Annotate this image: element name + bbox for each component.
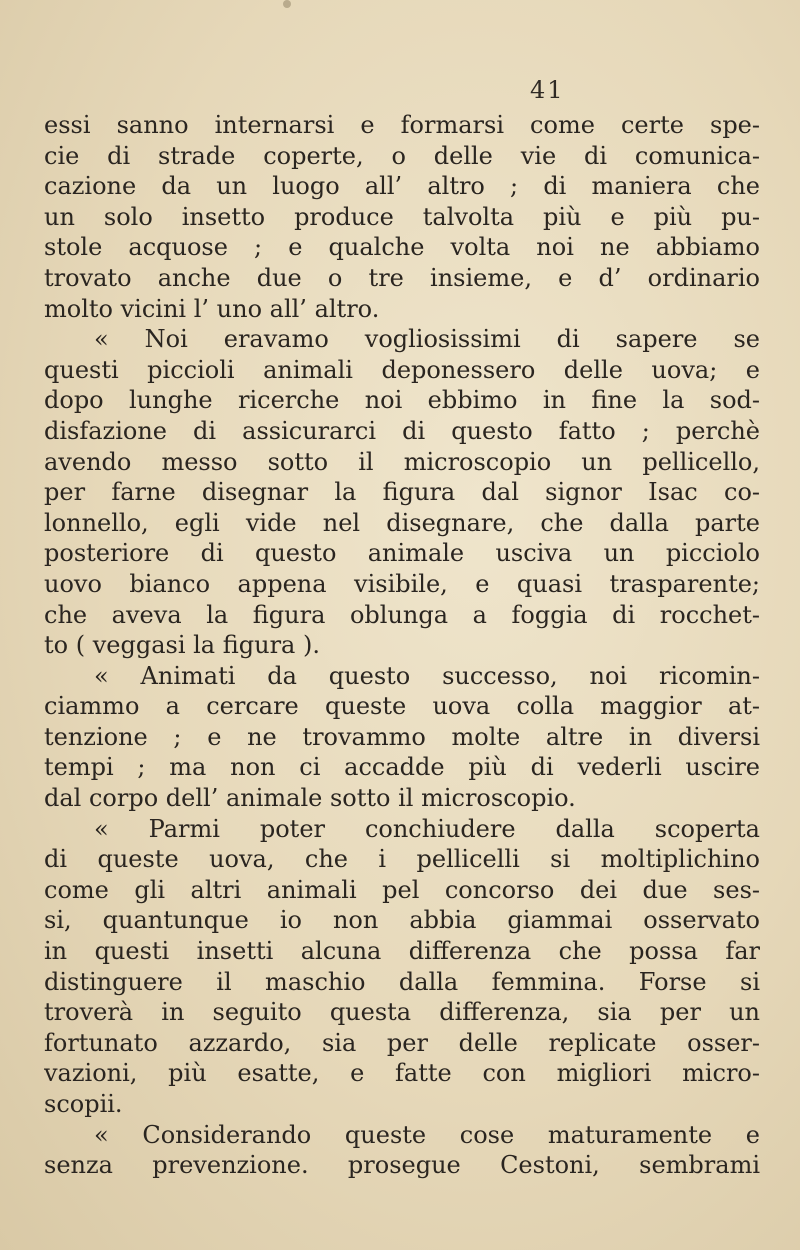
text-line: fortunato azzardo, sia per delle replicate osser- — [44, 1028, 760, 1057]
text-line: per farne disegnar la figura dal signor Isac co- — [44, 478, 760, 507]
text-line: essi sanno internarsi e formarsi come certe spe- — [44, 111, 760, 139]
paper-speck — [283, 0, 291, 8]
text-line: to ( veggasi la figura ). — [44, 631, 320, 660]
text-line: « Considerando queste cose maturamente e — [94, 1120, 760, 1149]
text-line: questi piccioli animali deponessero delle uova; e — [44, 355, 760, 384]
text-line: distinguere il maschio dalla femmina. Forse si — [44, 967, 760, 996]
page-number: 41 — [530, 76, 565, 104]
text-line: cazione da un luogo all’ altro ; di maniera che — [44, 172, 760, 201]
text-line: « Noi eravamo vogliosissimi di sapere se — [94, 325, 760, 354]
text-line: cie di strade coperte, o delle vie di comunica- — [44, 141, 760, 170]
text-line: stole acquose ; e qualche volta noi ne abbiamo — [44, 233, 760, 262]
text-line: trovato anche due o tre insieme, e d’ ordinario — [44, 263, 760, 292]
text-line: vazioni, più esatte, e fatte con migliori micro- — [44, 1059, 760, 1088]
text-line: troverà in seguito questa differenza, sia per un — [44, 998, 760, 1027]
text-line: molto vicini l’ uno all’ altro. — [44, 294, 380, 323]
text-line: dal corpo dell’ animale sotto il microscopio. — [44, 784, 576, 813]
text-line: lonnello, egli vide nel disegnare, che dalla parte — [44, 508, 760, 537]
text-line: « Parmi poter conchiudere dalla scoperta — [94, 814, 760, 843]
text-line: disfazione di assicurarci di questo fatto ; perchè — [44, 416, 760, 445]
text-line: ciammo a cercare queste uova colla maggior at- — [44, 692, 760, 721]
text-line: in questi insetti alcuna differenza che possa far — [44, 937, 760, 966]
text-line: un solo insetto produce talvolta più e più pu- — [44, 202, 760, 231]
text-line: tenzione ; e ne trovammo molte altre in diversi — [44, 722, 760, 751]
text-line: come gli altri animali pel concorso dei due ses- — [44, 875, 760, 904]
text-line: che aveva la figura oblunga a foggia di rocchet- — [44, 600, 760, 629]
text-line: si, quantunque io non abbia giammai osservato — [44, 906, 760, 935]
body-text — [44, 110, 760, 1181]
text-line: tempi ; ma non ci accadde più di vederli uscire — [44, 753, 760, 782]
text-line: senza prevenzione. prosegue Cestoni, sembrami — [44, 1151, 760, 1180]
text-line: scopii. — [44, 1090, 123, 1118]
text-line: dopo lunghe ricerche noi ebbimo in fine la sod- — [44, 386, 760, 415]
text-line: di queste uova, che i pellicelli si moltiplichino — [44, 845, 760, 874]
text-line: « Animati da questo successo, noi ricomin- — [94, 661, 760, 690]
text-line: posteriore di questo animale usciva un picciolo — [44, 539, 760, 568]
text-line: uovo bianco appena visibile, e quasi trasparente; — [44, 569, 760, 598]
text-line: avendo messo sotto il microscopio un pellicello, — [44, 447, 760, 476]
